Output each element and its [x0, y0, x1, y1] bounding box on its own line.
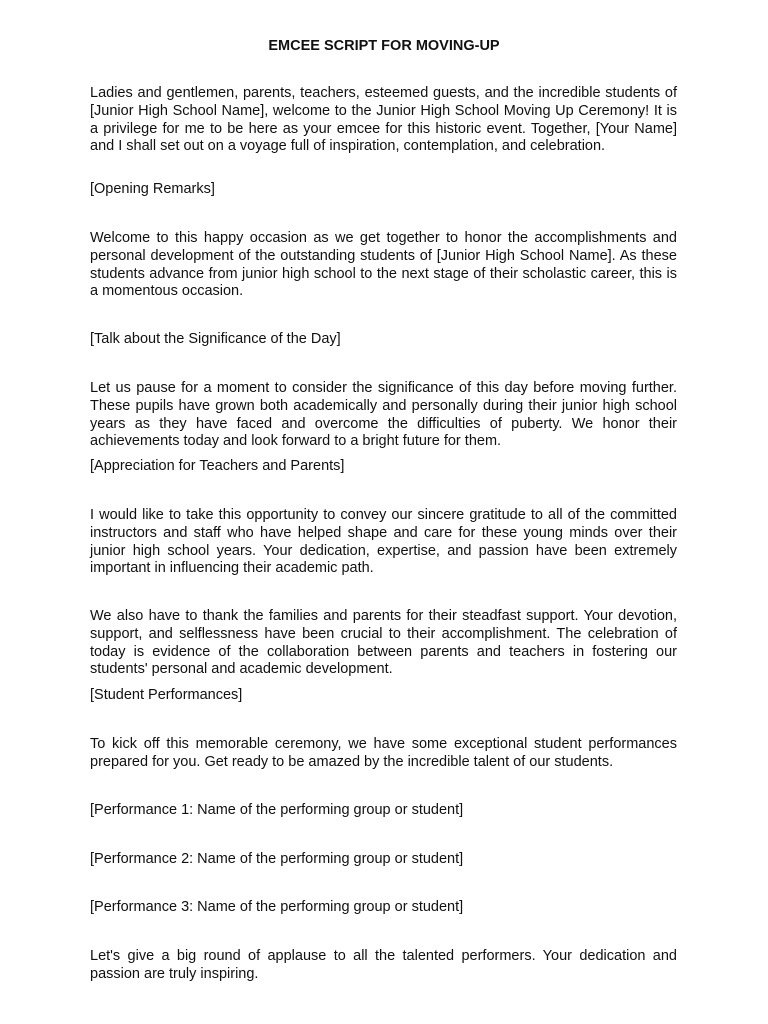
- performances-intro-paragraph: To kick off this memorable ceremony, we have some exceptional student performances prepared for you. Get ready to be amazed by the incredible talent of our students.: [90, 736, 677, 770]
- document-title: EMCEE SCRIPT FOR MOVING-UP: [268, 38, 500, 54]
- opening-remarks-heading: [Opening Remarks]: [90, 181, 215, 197]
- performance-3-line: [Performance 3: Name of the performing group or student]: [90, 899, 464, 915]
- significance-heading: [Talk about the Significance of the Day]: [90, 331, 341, 347]
- performance-2-line: [Performance 2: Name of the performing group or student]: [90, 851, 464, 867]
- student-performances-heading: [Student Performances]: [90, 687, 243, 703]
- parents-gratitude-paragraph: We also have to thank the families and parents for their steadfast support. Your devotion, support, and selflessness have been crucial to their accomplishment. The celebration of today is evidence of the collaboration between parents and teachers in fostering our students' personal and academic development.: [90, 608, 677, 678]
- teachers-gratitude-paragraph: I would like to take this opportunity to convey our sincere gratitude to all of the committed instructors and staff who have helped shape and care for these young minds over their junior high school years. Your dedication, expertise, and passion have been extremely important in influencing their academic path.: [90, 507, 677, 577]
- applause-paragraph: Let's give a big round of applause to all the talented performers. Your dedication and passion are truly inspiring.: [90, 948, 677, 982]
- intro-paragraph: Ladies and gentlemen, parents, teachers, esteemed guests, and the incredible students of [Junior High School Name], welcome to the Junior High School Moving Up Ceremony! It is a privilege for me to be here as your emcee for this historic event. Together, [Your Name] and I shall set out on a voyage full of inspiration, contemplation, and celebration.: [90, 85, 677, 155]
- significance-paragraph: Let us pause for a moment to consider the significance of this day before moving further. These pupils have grown both academically and personally during their junior high school years as they have faced and overcome the difficulties of puberty. We honor their achievements today and look forward to a bright future for them.: [90, 380, 677, 450]
- appreciation-heading: [Appreciation for Teachers and Parents]: [90, 458, 345, 474]
- performance-1-line: [Performance 1: Name of the performing group or student]: [90, 802, 464, 818]
- welcome-paragraph: Welcome to this happy occasion as we get together to honor the accomplishments and personal development of the outstanding students of [Junior High School Name]. As these students advance from junior high school to the next stage of their scholastic career, this is a momentous occasion.: [90, 230, 677, 300]
